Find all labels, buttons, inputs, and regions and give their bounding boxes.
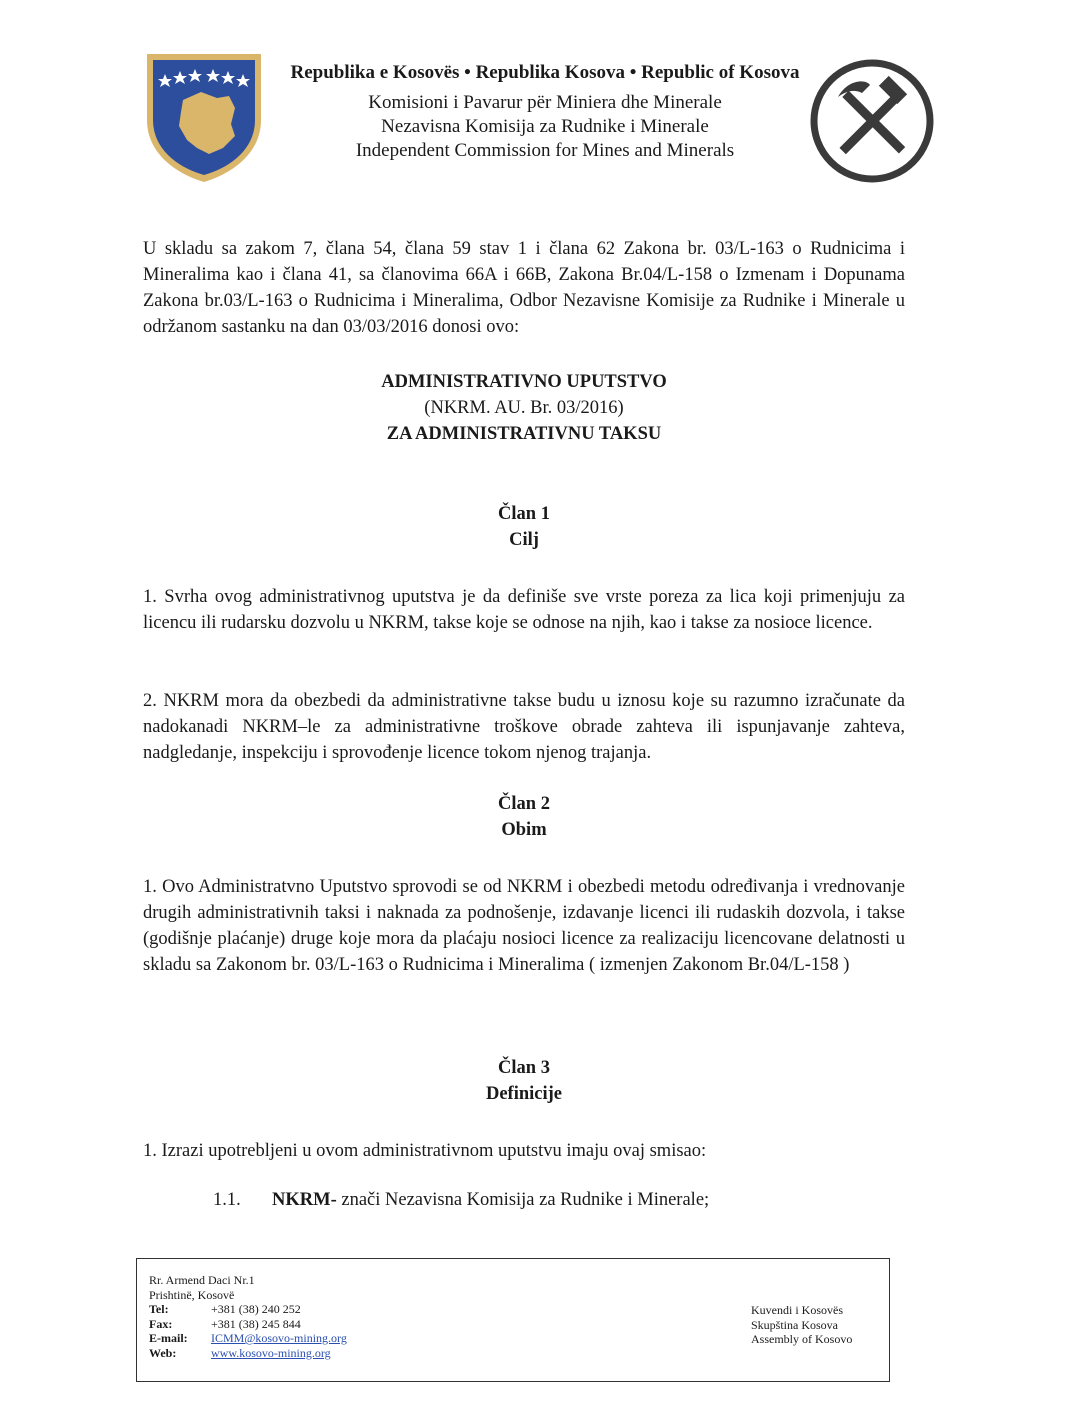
footer-address	[149, 1273, 347, 1360]
article-1-name: Cilj	[509, 530, 539, 550]
footer-street: Rr. Armend Daci Nr.1	[149, 1273, 255, 1287]
assembly-sr: Skupština Kosova	[751, 1317, 838, 1332]
footer-tel	[149, 1302, 347, 1317]
article-3-heading: Član 3	[498, 1058, 550, 1078]
article-2-heading: Član 2	[498, 794, 550, 814]
footer-box	[136, 1258, 890, 1382]
article-1-heading: Član 1	[498, 504, 550, 524]
header-republic: Republika e Kosovës • Republika Kosova • Republic of Kosova	[290, 62, 800, 83]
footer-fax	[149, 1317, 347, 1332]
article-1-paragraph-1: 1. Svrha ovog administrativnog uputstva je da definiše sve vrste poreza za lica koji primenjuju za licencu ili rudarsku dozvolu u NKRM, takse koje se odnose na njih, kao i takse za nosioce licence.	[143, 587, 905, 633]
definition-text: znači Nezavisna Komisija za Rudnike i Minerale;	[336, 1190, 710, 1210]
tel-label: Tel:	[149, 1302, 169, 1316]
document-subtitle: ZA ADMINISTRATIVNU TAKSU	[386, 424, 662, 444]
definition-item	[213, 1190, 709, 1211]
article-2-name: Obim	[501, 820, 547, 840]
footer-assembly	[751, 1303, 852, 1347]
article-3-paragraph-1: 1. Izrazi upotrebljeni u ovom administrativnom uputstvu imaju ovaj smisao:	[143, 1141, 707, 1161]
definition-number: 1.1.	[213, 1190, 241, 1210]
tel-value: +381 (38) 240 252	[211, 1302, 301, 1316]
email-link[interactable]: ICMM@kosovo-mining.org	[211, 1331, 347, 1345]
hammer-and-pick-icon	[808, 57, 936, 185]
footer-city: Prishtinë, Kosovë	[149, 1287, 235, 1302]
definition-term: NKRM-	[272, 1190, 337, 1210]
document-title: ADMINISTRATIVNO UPUTSTVO	[381, 372, 667, 392]
article-3-name: Definicije	[485, 1084, 563, 1104]
header-commission-sr: Nezavisna Komisija za Rudnike i Minerale	[381, 116, 709, 137]
header-commission-sq: Komisioni i Pavarur për Miniera dhe Minerale	[368, 92, 722, 113]
assembly-en: Assembly of Kosovo	[751, 1332, 853, 1346]
footer-web	[149, 1346, 347, 1361]
fax-value: +381 (38) 245 844	[211, 1316, 301, 1331]
assembly-sq: Kuvendi i Kosovës	[751, 1303, 843, 1317]
web-link[interactable]: www.kosovo-mining.org	[211, 1345, 331, 1360]
web-label: Web:	[149, 1345, 177, 1360]
kosovo-coat-of-arms-icon	[143, 50, 265, 184]
email-label: E-mail:	[149, 1331, 188, 1345]
article-2-paragraph-1: 1. Ovo Administratvno Uputstvo sprovodi se od NKRM i obezbedi metodu određivanja i vrednovanje drugih administrativnih taksi i naknada za podnošenje, izdavanje licenci ili rudaskih dozvola, i takse (godišnje plaćanje) druge koje mora da plaćaju nosioci licence za realizaciju licencovane delatnosti u skladu sa Zakonom br. 03/L-163 o Rudnicima i Mineralima ( izmenjen Zakonom Br.04/L-158 )	[143, 877, 905, 975]
document-number: (NKRM. AU. Br. 03/2016)	[424, 398, 624, 418]
intro-paragraph: U skladu sa zakom 7, člana 54, člana 59 stav 1 i člana 62 Zakona br. 03/L-163 o Rudnicima i Mineralima kao i člana 41, sa članovima 66A i 66B, Zakona Br.04/L-158 o Izmenam i Dopunama Zakona br.03/L-163 o Rudnicima i Mineralima, Odbor Nezavisne Komisije za Rudnike i Minerale u održanom sastanku na dan 03/03/2016 donosi ovo:	[143, 239, 905, 337]
article-1-paragraph-2: 2. NKRM mora da obezbedi da administrativne takse budu u iznosu koje su razumno izračunate da nadokanadi NKRM–le za administrativne troškove obrade zahteva ili ispunjavanje zahteva, nadgledanje, inspekciju i sprovođenje licence tokom njenog trajanja.	[143, 691, 905, 763]
header-commission-en: Independent Commission for Mines and Minerals	[355, 140, 735, 161]
fax-label: Fax:	[149, 1316, 173, 1331]
footer-email	[149, 1331, 347, 1346]
